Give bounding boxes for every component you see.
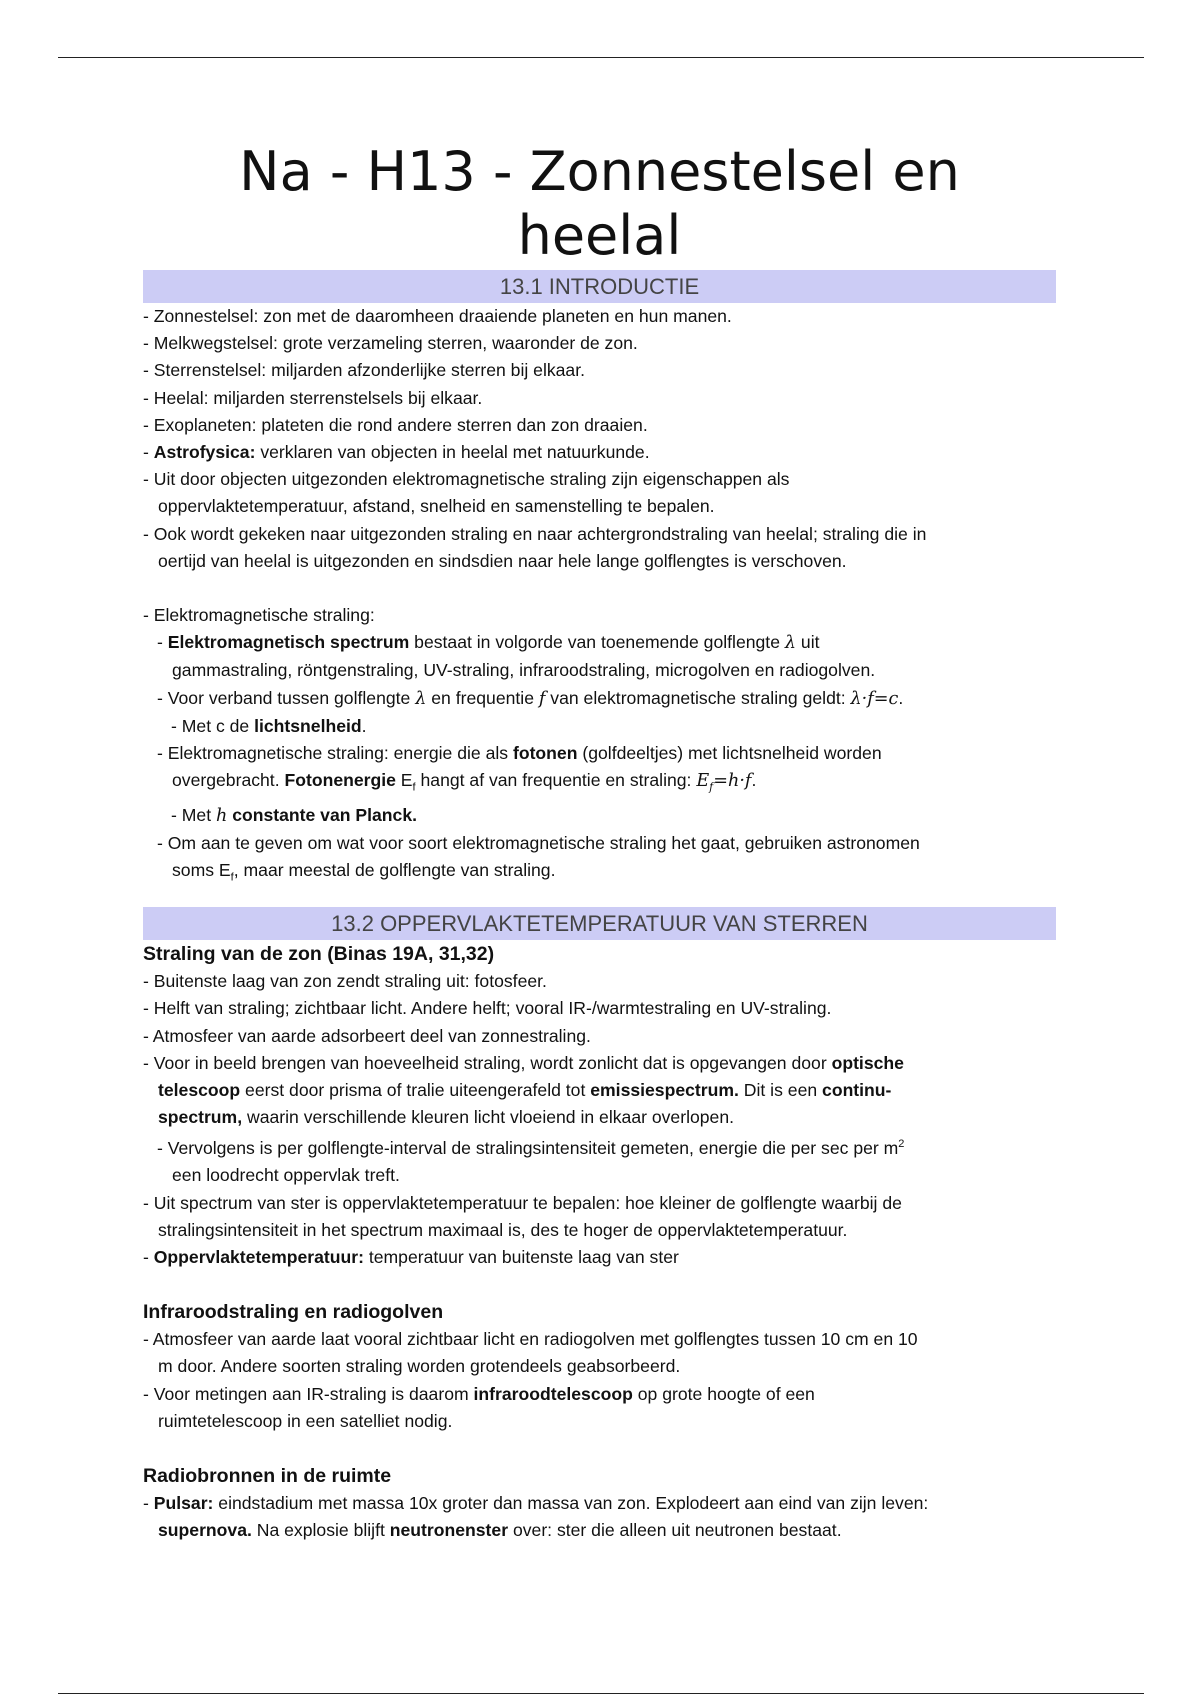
document-title — [143, 140, 1056, 268]
text: Na explosie blijft — [251, 1520, 390, 1541]
text: - — [143, 1493, 154, 1513]
math-text: =h·f — [713, 771, 752, 792]
sub-bullet-line — [143, 1131, 1056, 1162]
continuation-line: oertijd van heelal is uitgezonden en sindsdien naar hele lange golflengtes is verschoven. — [158, 550, 847, 571]
text: eerst door prisma of tralie uiteengerafeld tot — [240, 1079, 591, 1100]
bold-term: Astrofysica: — [153, 442, 256, 463]
text: - — [143, 1246, 154, 1267]
bullet-line: - Exoplaneten: plateten die rond andere sterren dan zon draaien. — [143, 414, 648, 435]
bullet-line: - Uit door objecten uitgezonden elektromagnetische straling zijn eigenschappen als — [143, 469, 790, 490]
text: van elektromagnetische straling geldt: — [545, 687, 851, 708]
subscript: f — [412, 781, 416, 794]
bullet-line: - Zonnestelsel: zon met de daaromheen draaiende planeten en hun manen. — [143, 306, 732, 326]
continuation-line: gammastraling, röntgenstraling, UV-straling, infraroodstraling, microgolven en radiogolven. — [172, 660, 876, 681]
section-introductie-body — [143, 303, 1056, 892]
section-oppervlaktetemperatuur-body — [143, 940, 1056, 1544]
text: op grote hoogte of een — [632, 1383, 815, 1404]
math-text: E — [696, 771, 710, 792]
bold-term: neutronenster — [389, 1520, 509, 1541]
superscript: 2 — [898, 1138, 905, 1151]
text: , maar meestal de golflengte van straling. — [233, 860, 556, 881]
continuation-line — [143, 1104, 1056, 1131]
bold-term: Oppervlaktetemperatuur: — [153, 1246, 364, 1267]
subheading-straling-zon: Straling van de zon (Binas 19A, 31,32) — [143, 943, 495, 966]
bold-term: lichtsnelheid — [254, 715, 362, 736]
text: temperatuur van buitenste laag van ster — [363, 1246, 679, 1267]
sub-bullet-line: - Om aan te geven om wat voor soort elektromagnetische straling het gaat, gebruiken astronomen — [157, 833, 920, 854]
text: . — [898, 687, 904, 708]
bold-term: infraroodtelescoop — [473, 1383, 633, 1404]
lambda-symbol: λ — [415, 688, 427, 709]
text: E — [395, 770, 413, 791]
bold-term: Pulsar: — [153, 1493, 214, 1513]
text: - Voor metingen aan IR-straling is daarom — [143, 1383, 474, 1404]
text: waarin verschillende kleuren licht vloeiend in elkaar overlopen. — [242, 1107, 735, 1128]
photon-energy-equation — [696, 771, 752, 794]
text: - — [157, 632, 168, 653]
bottom-rule — [58, 1693, 1144, 1694]
text: - Voor verband tussen golflengte — [157, 687, 416, 708]
lambda-symbol: λ — [784, 633, 797, 654]
subscript: f — [230, 871, 234, 884]
planck-symbol: h — [215, 805, 228, 826]
bullet-line: - Atmosfeer van aarde laat vooral zichtbaar licht en radiogolven met golflengtes tussen 10 cm en 10 — [143, 1329, 918, 1350]
bullet-line: - Atmosfeer van aarde adsorbeert deel van zonnestraling. — [143, 1025, 591, 1046]
continuation-line — [143, 767, 1056, 802]
text: soms E — [172, 860, 231, 881]
continuation-line: oppervlaktetemperatuur, afstand, snelheid en samenstelling te bepalen. — [158, 496, 715, 517]
text: - Vervolgens is per golflengte-interval de stralingsintensiteit gemeten, energie die per sec per m — [157, 1138, 899, 1159]
bullet-line — [143, 1381, 1056, 1408]
spacer — [143, 1271, 1056, 1298]
text: en frequentie — [426, 687, 539, 708]
bold-term: continu- — [822, 1079, 892, 1100]
bullet-line: - Melkwegstelsel: grote verzameling sterren, waaronder de zon. — [143, 333, 638, 354]
title-line-1: Na - H13 - Zonnestelsel en — [239, 140, 960, 203]
bullet-line — [143, 439, 1056, 466]
continuation-line — [143, 1517, 1056, 1544]
text: verklaren van objecten in heelal met natuurkunde. — [255, 442, 650, 463]
sub-bullet-line — [143, 685, 1056, 713]
math-subscript: f — [709, 780, 714, 794]
text: - Voor in beeld brengen van hoeveelheid straling, wordt zonlicht dat is opgevangen door — [143, 1052, 832, 1073]
top-rule — [58, 57, 1144, 58]
spacer — [143, 892, 1056, 905]
title-line-2: heelal — [517, 204, 682, 267]
spacer — [143, 1435, 1056, 1462]
text: . — [361, 715, 367, 736]
text: - Elektromagnetische straling: energie die als — [157, 743, 513, 764]
continuation-line — [143, 857, 1056, 892]
subheading-infrarood: Infraroodstraling en radiogolven — [143, 1301, 444, 1324]
bold-term: fotonen — [512, 743, 578, 764]
text: - — [143, 442, 154, 463]
bullet-line — [143, 1050, 1056, 1077]
sub-bullet-line — [143, 740, 1056, 767]
text: bestaat in volgorde van toenemende golflengte — [409, 632, 785, 653]
bold-term: spectrum, — [158, 1107, 243, 1128]
text: over: ster die alleen uit neutronen bestaat. — [508, 1520, 842, 1541]
continuation-line: m door. Andere soorten straling worden grotendeels geabsorbeerd. — [158, 1356, 681, 1377]
bullet-line: - Buitenste laag van zon zendt straling uit: fotosfeer. — [143, 971, 547, 992]
text: . — [751, 770, 757, 791]
text: - Met — [171, 804, 216, 825]
spacer — [143, 575, 1056, 602]
continuation-line: ruimtetelescoop in een satelliet nodig. — [158, 1410, 453, 1431]
text: - Met c de — [171, 715, 255, 736]
continuation-line: stralingsintensiteit in het spectrum maximaal is, des te hoger de oppervlaktetemperatuur. — [158, 1219, 848, 1240]
text: hangt af van frequentie en straling: — [415, 770, 697, 791]
section-heading-introductie: 13.1 INTRODUCTIE — [143, 270, 1056, 303]
bold-term: emissiespectrum. — [590, 1079, 739, 1100]
bold-term: constante van Planck. — [227, 804, 418, 825]
bold-term: telescoop — [158, 1079, 241, 1100]
bold-term: Elektromagnetisch spectrum — [167, 632, 410, 653]
bullet-line — [143, 1244, 1056, 1271]
bold-term: Fotonenergie — [284, 770, 396, 791]
bullet-line — [143, 1490, 1056, 1517]
text: (golfdeeltjes) met lichtsnelheid worden — [577, 743, 882, 764]
sub-sub-bullet-line — [143, 802, 1056, 830]
section-heading-oppervlaktetemperatuur: 13.2 OPPERVLAKTETEMPERATUUR VAN STERREN — [143, 907, 1056, 940]
continuation-line: een loodrecht oppervlak treft. — [172, 1165, 400, 1186]
bullet-line: - Helft van straling; zichtbaar licht. Andere helft; vooral IR-/warmtestraling en UV-straling. — [143, 998, 832, 1019]
wave-equation: λ·f=c — [850, 688, 899, 709]
bullet-line: - Elektromagnetische straling: — [143, 605, 375, 626]
bullet-line: - Ook wordt gekeken naar uitgezonden straling en naar achtergrondstraling van heelal; straling die in — [143, 523, 927, 544]
subheading-radiobronnen: Radiobronnen in de ruimte — [143, 1465, 392, 1487]
text: uit — [796, 632, 820, 653]
continuation-line — [143, 1077, 1056, 1104]
sub-bullet-line — [143, 629, 1056, 657]
frequency-symbol: f — [538, 688, 546, 709]
document-page — [143, 140, 1056, 1544]
bullet-line: - Uit spectrum van ster is oppervlaktetemperatuur te bepalen: hoe kleiner de golflengte waarbij de — [143, 1192, 902, 1213]
bullet-line: - Heelal: miljarden sterrenstelsels bij elkaar. — [143, 387, 483, 408]
bold-term: supernova. — [158, 1520, 252, 1541]
text: eindstadium met massa 10x groter dan massa van zon. Explodeert aan eind van zijn leven: — [213, 1493, 929, 1513]
bold-term: optische — [831, 1052, 904, 1073]
text: overgebracht. — [172, 770, 285, 791]
text: Dit is een — [738, 1079, 823, 1100]
sub-sub-bullet-line — [143, 713, 1056, 740]
bullet-line: - Sterrenstelsel: miljarden afzonderlijke sterren bij elkaar. — [143, 360, 585, 381]
